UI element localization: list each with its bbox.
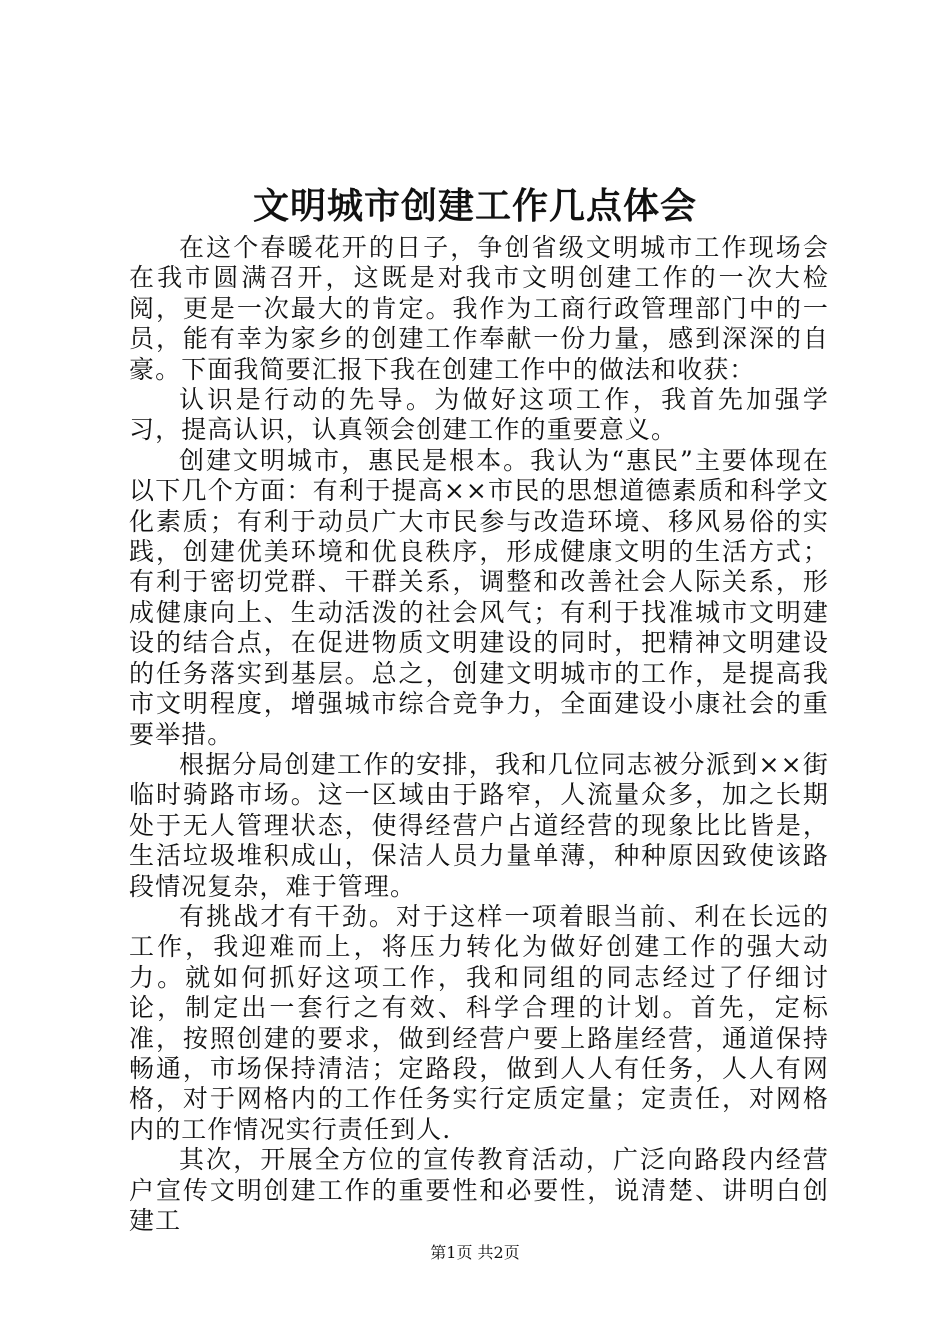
document-body — [129, 233, 829, 1236]
paragraph: 根据分局创建工作的安排，我和几位同志被分派到××街临时骑路市场。这一区域由于路窄，人流量众多，加之长期处于无人管理状态，使得经营户占道经营的现象比比皆是，生活垃圾堆积成山，保洁人员力量单薄，种种原因致使该路段情况复杂，难于管理。 — [129, 749, 829, 901]
paragraph: 其次，开展全方位的宣传教育活动，广泛向路段内经营户宣传文明创建工作的重要性和必要性，说清楚、讲明白创建工 — [129, 1145, 829, 1235]
document-title: 文明城市创建工作几点体会 — [252, 185, 697, 227]
paragraph: 创建文明城市，惠民是根本。我认为“惠民”主要体现在以下几个方面：有利于提高××市民的思想道德素质和科学文化素质；有利于动员广大市民参与改造环境、移风易俗的实践，创建优美环境和优良秩序，形成健康文明的生活方式；有利于密切党群、干群关系，调整和改善社会人际关系，形成健康向上、生动活泼的社会风气；有利于找准城市文明建设的结合点，在促进物质文明建设的同时，把精神文明建设的任务落实到基层。总之，创建文明城市的工作，是提高我市文明程度，增强城市综合竞争力，全面建设小康社会的重要举措。 — [129, 445, 829, 749]
paragraph: 在这个春暖花开的日子，争创省级文明城市工作现场会在我市圆满召开，这既是对我市文明创建工作的一次大检阅，更是一次最大的肯定。我作为工商行政管理部门中的一员，能有幸为家乡的创建工作奉献一份力量，感到深深的自豪。下面我简要汇报下我在创建工作中的做法和收获： — [129, 233, 829, 384]
paragraph: 有挑战才有干劲。对于这样一项着眼当前、利在长远的工作，我迎难而上，将压力转化为做好创建工作的强大动力。就如何抓好这项工作，我和同组的同志经过了仔细讨论，制定出一套行之有效、科学合理的计划。首先，定标准，按照创建的要求，做到经营户要上路崖经营，通道保持畅通，市场保持清洁；定路段，做到人人有任务，人人有网格，对于网格内的工作任务实行定质定量；定责任，对网格内的工作情况实行责任到人. — [129, 901, 829, 1144]
paragraph: 认识是行动的先导。为做好这项工作，我首先加强学习，提高认识，认真领会创建工作的重要意义。 — [129, 385, 829, 445]
page-number-footer: 第1页 共2页 — [430, 1243, 520, 1262]
